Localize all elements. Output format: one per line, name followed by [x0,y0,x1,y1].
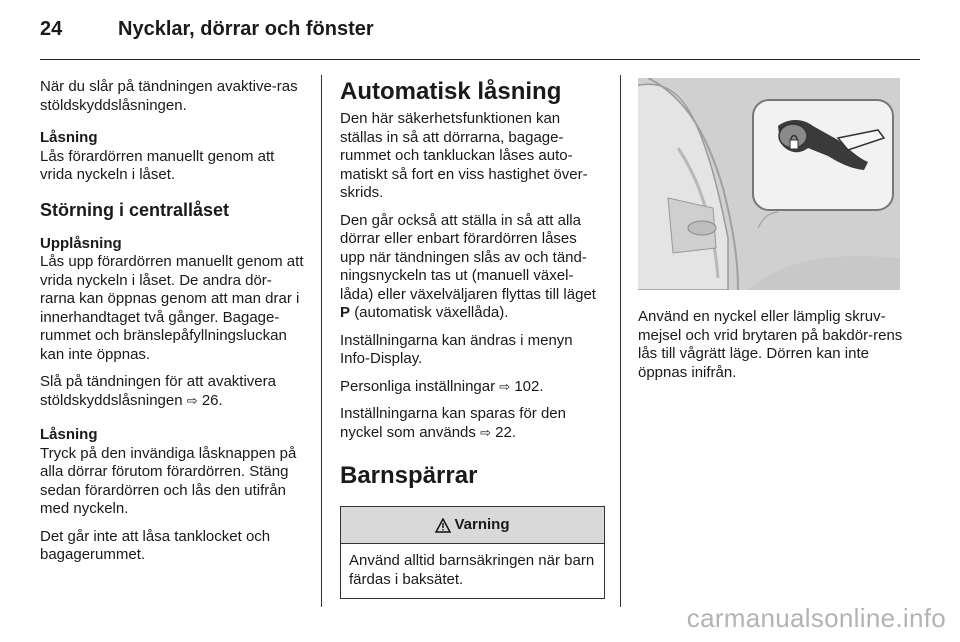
deactivate-paragraph: Slå på tändningen för att avaktivera stöldskyddslåsningen ⇨ 26. [40,373,276,409]
ref-arrow-icon: ⇨ [480,424,491,440]
tank-paragraph: Det går inte att låsa tanklocket och bagagerummet. [40,527,271,563]
column-divider-2 [620,75,621,607]
lock-paragraph: Lås förardörren manuellt genom att vrida nyckeln i låset. [40,147,275,183]
column-2 [340,78,605,599]
warning-text: Använd alltid barnsäkringen när barn färdas i baksätet. [349,552,595,588]
warning-icon [435,518,451,533]
page-header [40,18,374,41]
auto-lock-paragraph: Den här säkerhetsfunktionen kan ställas in så att dörrarna, bagage-rummet och tankluckan låses auto-matiskt så fort en viss hastighet över-skrids. [340,110,588,201]
column-3 [638,78,908,391]
column-1 [40,78,305,574]
auto-lock-paragraph-2: Den går också att ställa in så att alla dörrar eller enbart förardörren låses upp när tändningen slås av och tänd-ningsnyckeln tas ut (manuell växel-låda) eller växelväljaren flyttas till läget P (automatisk växellåda). [340,211,596,321]
personal-settings-paragraph: Personliga inställningar ⇨ 102. [340,377,544,395]
lock-heading: Låsning [40,129,98,146]
page-number: 24 [40,18,63,40]
settings-paragraph: Inställningarna kan ändras i menyn Info-Display. [340,331,573,367]
saved-settings-paragraph: Inställningarna kan sparas för den nyckel som används ⇨ 22. [340,405,566,441]
watermark: carmanualsonline.info [686,603,946,633]
ref-arrow-icon: ⇨ [186,392,198,408]
fault-heading: Störning i centrallåset [40,199,230,220]
child-lock-heading: Barnspärrar [340,462,478,489]
unlock-paragraph: Lås upp förardörren manuellt genom att vrida nyckeln i låset. De andra dör-rarna kan öppnas genom att man drar i innerhandtaget två gånger. Bagage-rummet och bränslepåfyllningsluckan kan inte öppnas. [40,253,304,363]
auto-lock-heading: Automatisk låsning [340,78,562,105]
ref-arrow-icon: ⇨ [499,378,511,394]
column-divider-1 [321,75,322,607]
door-lock-illustration [638,78,900,290]
page-title: Nycklar, dörrar och fönster [118,18,374,40]
warning-title: Varning [454,515,510,533]
lock2-paragraph: Tryck på den invändiga låsknappen på alla dörrar förutom förardörren. Stäng sedan förardörren och lås den utifrån med nyckeln. [40,444,297,517]
warning-header [341,507,604,544]
unlock-heading: Upplåsning [40,234,122,252]
lock2-heading: Låsning [40,426,98,443]
header-rule [40,59,920,60]
warning-box [340,506,605,599]
intro-paragraph: När du slår på tändningen avaktive-ras stöldskyddslåsningen. [40,78,298,114]
figure-caption: Använd en nyckel eller lämplig skruv-mejsel och vrid brytaren på bakdör-rens lås till vågrätt läge. Dörren kan inte öppnas inifrån. [638,308,903,381]
